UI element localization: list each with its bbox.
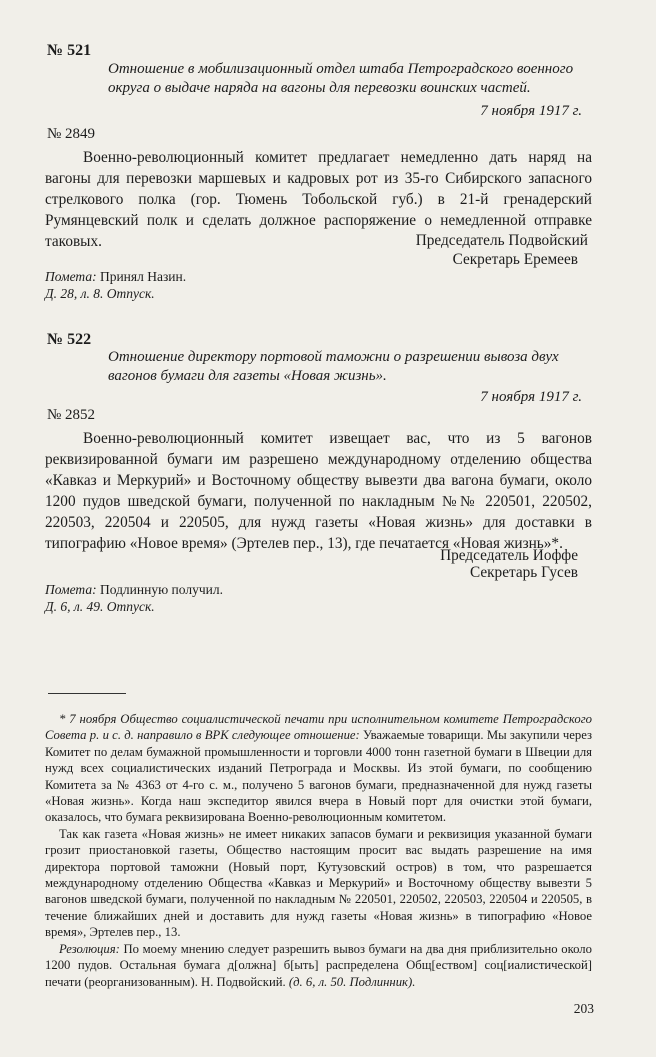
doc2-title: Отношение директору портовой таможни о разрешении вывоза двух вагонов бумаги для газеты «Новая жизнь».	[108, 349, 559, 384]
footnote-intro: * 7 ноября Общество социалистической печати при исполнительном комитете Петроградского Совета р. и с. д. направило в ВРК следующее отношение:	[45, 712, 592, 743]
doc2-archive-ref: Д. 6, л. 49. Отпуск.	[45, 599, 155, 614]
footnote	[45, 711, 592, 990]
doc2-outgoing-number: № 2852	[47, 407, 96, 423]
footnote-paragraph-1: Уважаемые товарищи. Мы закупили через Комитет по делам бумажной промышленности и торговли 4000 тонн газетной бумаги в Швеции для нужд всех социалистических изданий Петрограда и Москвы. Из этой бумаги, по сообщению Комитета за № 4363 от 4-го с. м., получено 5 вагонов бумаги, предназначенной для нужд газеты «Новая жизнь». Когда наш экспедитор явился вчера в Новый порт для очистки этой бумаги, оказалось, что бумага реквизирована Военно-революционным комитетом.	[45, 728, 592, 825]
page-number: 203	[573, 1001, 594, 1016]
footnote-rule	[48, 693, 126, 694]
doc1-title: Отношение в мобилизационный отдел штаба Петроградского военного округа о выдаче наряда на вагоны для перевозки воинских частей.	[108, 61, 574, 96]
doc1-outgoing-number: № 2849	[47, 126, 96, 142]
doc2-text: Военно-революционный комитет извещает вас, что из 5 вагонов реквизированной бумаги им разрешено международному отделению общества «Кавказ и Меркурий» и Восточному обществу вывезти два вагона бумаги, около 1200 пудов шведской бумаги, полученной по накладным №№ 220501, 220502, 220503, 220504 и 220505, для нужд газеты «Новая жизнь» для доставки в типографию «Новое время» (Эртелев пер., 13), где печатается «Новая жизнь»*.	[45, 430, 592, 552]
footnote-resolution-ref: (д. 6, л. 50. Подлинник).	[285, 974, 416, 989]
doc2-date: 7 ноября 1917 г.	[480, 389, 582, 405]
doc1-note-label: Помета:	[45, 269, 97, 284]
doc2-number: № 522	[47, 331, 92, 348]
doc2-signature-chair: Председатель Иоффе	[440, 547, 578, 564]
doc1-signature-chair: Председатель Подвойский	[415, 232, 588, 249]
doc1-date: 7 ноября 1917 г.	[480, 103, 582, 119]
doc1-number: № 521	[47, 42, 92, 59]
doc1-note-text: Принял Назин.	[96, 269, 187, 284]
doc2-note-text: Подлинную получил.	[96, 582, 223, 597]
footnote-resolution-text: По моему мнению следует разрешить вывоз бумаги на два дня приблизительно около 1200 пудов. Остальная бумага д[олжна] б[ыть] распределена Общ[еством] соц[иалистической] печати (реорганизованным). Н. Подвойский.	[45, 941, 592, 989]
doc2-note	[45, 580, 223, 599]
doc2-note-label: Помета:	[45, 582, 97, 597]
footnote-resolution-label: Резолюция:	[59, 941, 120, 956]
doc1-note	[45, 267, 186, 286]
footnote-paragraph-2: Так как газета «Новая жизнь» не имеет никаких запасов бумаги и реквизиция указанной бумаги грозит приостановкой газеты, Общество настоящим просит вас выдать разрешение на имя директора портовой таможни (Новый порт, Кутузовский остров) в том, что разрешается международному отделению Общества «Кавказ и Меркурий» и Восточному обществу вывезти 5 вагонов шведской бумаги, полученной по накладным № 220501, 220502, 220503, 220504 и 220505, в течение ближайших дней и доставить для нужд газеты «Новая жизнь» в типографию «Новое время», Эртелев пер., 13.	[45, 826, 592, 940]
doc1-text: Военно-революционный комитет предлагает немедленно дать наряд на вагоны для перевозки маршевых и кадровых рот из 35-го Сибирского запасного стрелкового полка (гор. Тюмень Тобольской губ.) в 21-й гренадерский Румянцевский полк и сделать должное распоряжение о немедленной отправке таковых.	[45, 149, 592, 250]
doc1-archive-ref: Д. 28, л. 8. Отпуск.	[45, 286, 155, 301]
doc2-signature-secretary: Секретарь Гусев	[469, 564, 578, 581]
doc1-signature-secretary: Секретарь Еремеев	[452, 251, 578, 268]
